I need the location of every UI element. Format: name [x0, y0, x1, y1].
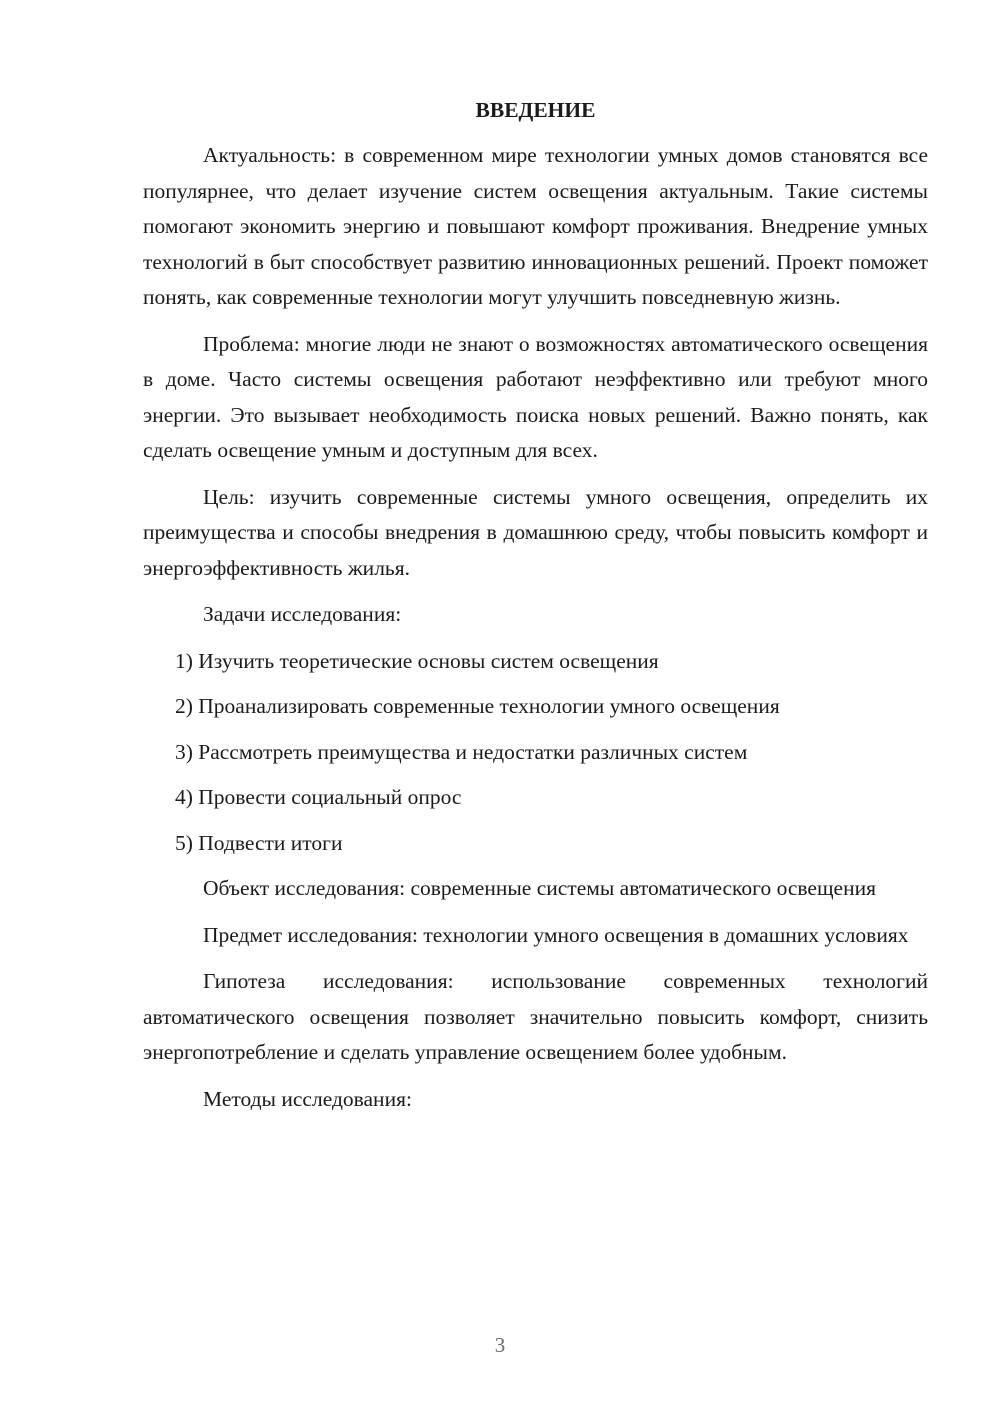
- paragraph-methods: Методы исследования:: [203, 1086, 412, 1111]
- document-page: [143, 95, 928, 1128]
- list-item: 3) Рассмотреть преимущества и недостатки различных систем: [175, 739, 748, 764]
- section-title: ВВЕДЕНИЕ: [475, 98, 596, 122]
- list-item: 5) Подвести итоги: [175, 830, 343, 855]
- paragraph-relevance: Актуальность: в современном мире технологии умных домов становятся все популярнее, что делает изучение систем освещения актуальным. Такие системы помогают экономить энергию и повышают комфорт проживания. Внедрение умных технологий в быт способствует развитию инновационных решений. Проект поможет понять, как современные технологии могут улучшить повседневную жизнь.: [143, 143, 928, 309]
- paragraph-object: Объект исследования: современные системы автоматического освещения: [203, 876, 876, 900]
- page-number: 3: [494, 1333, 506, 1357]
- paragraph-subject: Предмет исследования: технологии умного освещения в домашних условиях: [203, 922, 909, 947]
- paragraph-goal: Цель: изучить современные системы умного освещения, определить их преимущества и способы внедрения в домашнюю среду, чтобы повысить комфорт и энергоэффективность жилья.: [143, 484, 928, 580]
- list-item: 2) Проанализировать современные технологии умного освещения: [175, 694, 780, 718]
- paragraph-tasks-heading: Задачи исследования:: [203, 602, 402, 626]
- list-item: 1) Изучить теоретические основы систем освещения: [175, 648, 659, 673]
- tasks-list: [143, 644, 928, 862]
- paragraph-hypothesis: Гипотеза исследования: использование современных технологий автоматического освещения позволяет значительно повысить комфорт, снизить энергопотребление и сделать управление освещением более удобным.: [143, 969, 928, 1064]
- paragraph-problem: Проблема: многие люди не знают о возможностях автоматического освещения в доме. Часто системы освещения работают неэффективно или требуют много энергии. Это вызывает необходимость поиска новых решений. Важно понять, как сделать освещение умным и доступным для всех.: [143, 331, 928, 462]
- list-item: 4) Провести социальный опрос: [175, 785, 462, 809]
